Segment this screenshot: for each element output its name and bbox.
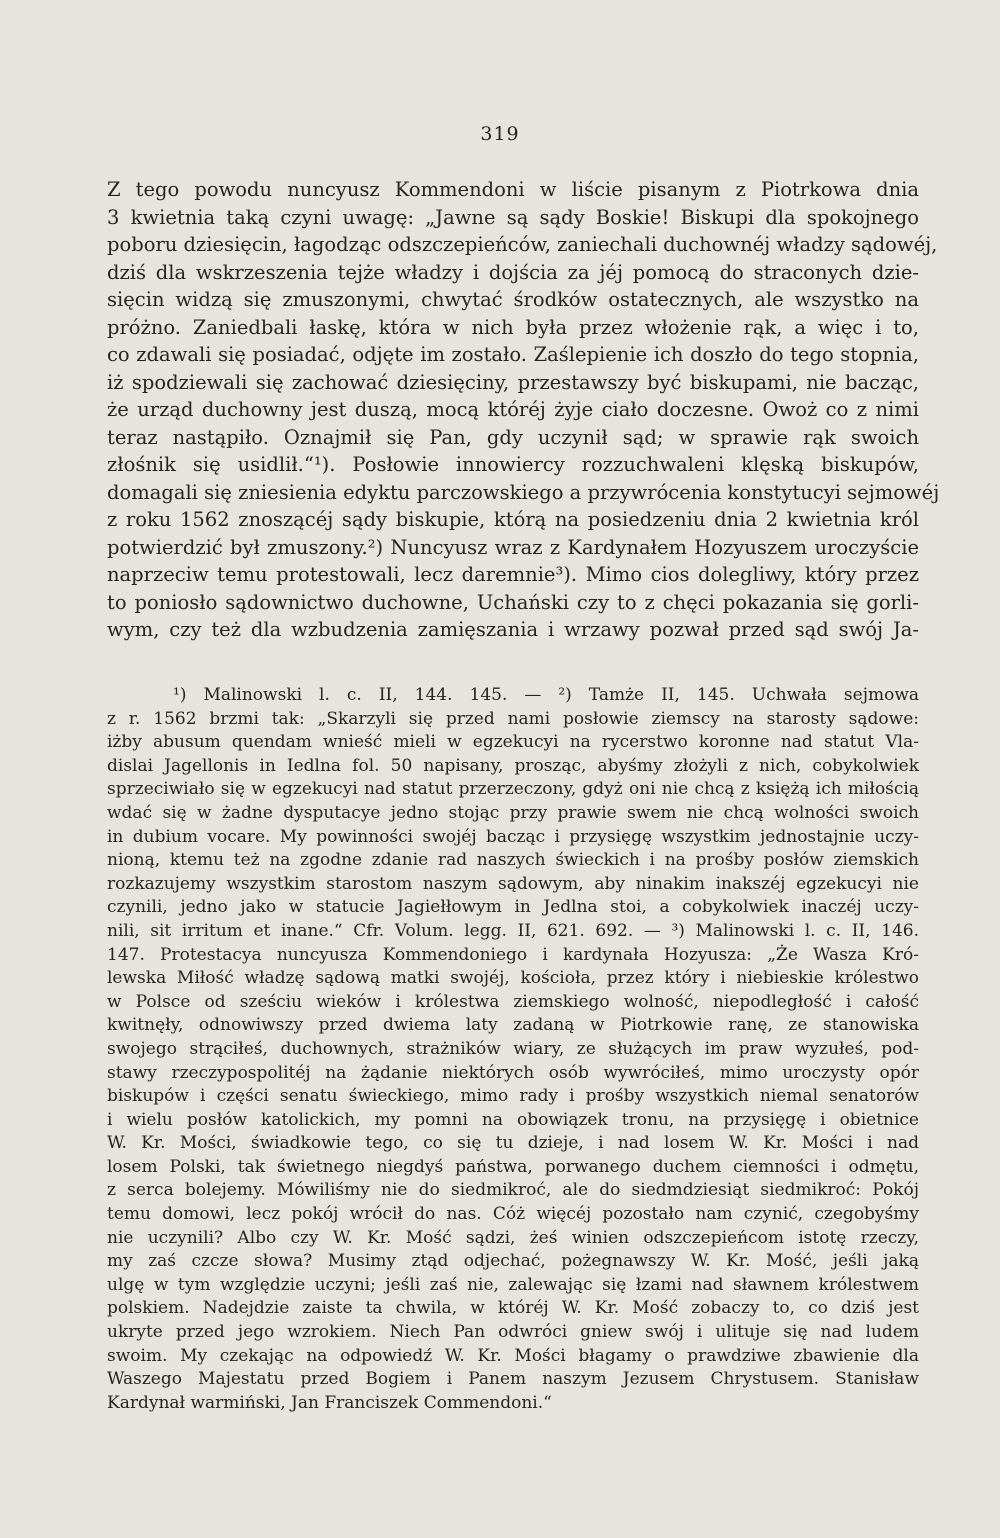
main-text-line: wym, czy też dla wzbudzenia zamięszania i wrzawy pozwał przed sąd swój Ja- xyxy=(107,618,919,641)
footnote-line: kwitnęły, odnowiwszy przed dwiema laty zadaną w Piotrkowie ranę, ze stanowiska xyxy=(107,1015,919,1036)
main-text-line: domagali się zniesienia edyktu parczowskiego a przywrócenia konstytucyi sejmowéj xyxy=(107,480,940,504)
footnote-line: in dubium vocare. My powinności swojéj bacząc i przysięgę wszystkim jednostajnie uczy- xyxy=(107,826,919,847)
footnote-line: w Polsce od sześciu wieków i królestwa ziemskiego wolność, niepodległość i całość xyxy=(107,991,919,1012)
main-text-line: 3 kwietnia taką czyni uwagę: „Jawne są sądy Boskie! Biskupi dla spokojnego xyxy=(107,205,919,229)
footnote-line: nioną, ktemu też na zgodne zdanie rad naszych świeckich i na prośby posłów ziemskich xyxy=(107,850,919,871)
footnote-line: z serca bolejemy. Mówiliśmy nie do siedmikroć, ale do siedmdziesiąt siedmikroć: Pokój xyxy=(107,1180,919,1201)
footnote-line: i wielu posłów katolickich, my pomni na obowiązek tronu, na przysięgę i obietnice xyxy=(107,1109,919,1130)
footnote-line: ukryte przed jego wzrokiem. Niech Pan odwróci gniew swój i ulituje się nad ludem xyxy=(107,1322,919,1343)
page-number: 319 xyxy=(480,123,520,145)
main-text-line: złośnik się usidlił.“¹). Posłowie innowiercy rozzuchwaleni klęską biskupów, xyxy=(107,453,919,476)
main-text-block xyxy=(107,176,940,644)
footnote-line: Kardynał warmiński, Jan Franciszek Commendoni.“ xyxy=(107,1392,552,1413)
footnote-line: ¹) Malinowski l. c. II, 144. 145. — ²) Tamże II, 145. Uchwała sejmowa xyxy=(173,685,919,705)
footnote-line: swoim. My czekając na odpowiedź W. Kr. Mości błagamy o prawdziwe zbawienie dla xyxy=(107,1345,919,1366)
main-text-line: teraz nastąpiło. Oznajmił się Pan, gdy uczynił sąd; w sprawie rąk swoich xyxy=(107,425,919,449)
footnote-line: ulgę w tym względzie uczyni; jeśli zaś nie, zalewając się łzami nad sławnem królestwem xyxy=(107,1274,919,1295)
footnote-line: dislai Jagellonis in Iedlna fol. 50 napisany, prosząc, abyśmy złożyli z nich, cobykolwiek xyxy=(107,755,919,776)
main-text-line: sięcin widzą się zmuszonymi, chwytać środków ostatecznych, ale wszystko na xyxy=(107,288,919,311)
footnote-line: polskiem. Nadejdzie zaiste ta chwila, w któréj W. Kr. Mość zobaczy to, co dziś jest xyxy=(107,1298,919,1319)
footnote-line: iżby abusum quendam wnieść mieli w egzekucyi na rycerstwo koronne nad statut Vla- xyxy=(107,732,919,753)
main-text-line: potwierdzić był zmuszony.²) Nuncyusz wraz z Kardynałem Hozyuszem uroczyście xyxy=(107,535,919,559)
footnote-line: lewska Miłość władzę sądową matki swojéj, kościoła, przez który i niebieskie królestwo xyxy=(107,968,919,989)
footnote-line: nie uczynili? Albo czy W. Kr. Mość sądzi, żeś winien odszczepieńcom istotę rzeczy, xyxy=(107,1227,919,1248)
footnote-line: czynili, jedno jako w statucie Jagiełłowym in Jedlna stoi, a cobykolwiek inaczéj uczy- xyxy=(107,897,919,918)
footnote-line: stawy rzeczypospolitéj na żądanie niektórych osób wywróciłeś, mimo uroczysty opór xyxy=(107,1062,919,1083)
footnote-line: sprzeciwiało się w egzekucyi nad statut przerzeczony, gdyż oni nie chcą z księżą ich miłością xyxy=(107,779,919,800)
main-text-line: z roku 1562 znoszącéj sądy biskupie, którą na posiedzeniu dnia 2 kwietnia król xyxy=(107,508,919,531)
footnote-line: W. Kr. Mości, świadkowie tego, co się tu dzieje, i nad losem W. Kr. Mości i nad xyxy=(107,1133,919,1154)
footnote-line: temu domowi, lecz pokój wrócił do nas. Cóż więcéj pozostało nam czynić, czegobyśmy xyxy=(107,1204,919,1225)
main-text-line: to poniosło sądownictwo duchowne, Uchański czy to z chęci pokazania się gorli- xyxy=(107,590,919,614)
main-text-line: że urząd duchowny jest duszą, mocą któréj żyje ciało doczesne. Owoż co z nimi xyxy=(107,398,919,421)
main-text-line: co zdawali się posiadać, odjęte im zostało. Zaślepienie ich doszło do tego stopnia, xyxy=(107,343,919,366)
main-text-line: Z tego powodu nuncyusz Kommendoni w liście pisanym z Piotrkowa dnia xyxy=(107,178,919,201)
main-text-line: iż spodziewali się zachować dziesięciny, przestawszy być biskupami, nie bacząc, xyxy=(107,370,919,394)
footnote-line: swojego strąciłeś, duchownych, strażników wiary, ze służących im praw wyzułeś, pod- xyxy=(107,1038,919,1059)
footnote-line: losem Polski, tak świetnego niegdyś państwa, porwanego duchem ciemności i odmętu, xyxy=(107,1156,919,1177)
footnote-line: wdać się w żadne dysputacye jedno stojąc przy prawie swem nie chcą wolności swoich xyxy=(107,802,919,823)
footnote-line: biskupów i części senatu świeckiego, mimo rady i prośby wszystkich niemal senatorów xyxy=(107,1086,919,1107)
footnote-line: z r. 1562 brzmi tak: „Skarzyli się przed nami posłowie ziemscy na starosty sądowe: xyxy=(107,708,919,729)
footnote-line: 147. Protestacya nuncyusza Kommendoniego i kardynała Hozyusza: „Że Wasza Kró- xyxy=(107,944,919,965)
main-text-line: poboru dziesięcin, łagodząc odszczepieńców, zaniechali duchownéj władzy sądowéj, xyxy=(107,233,938,256)
footnote-line: Waszego Majestatu przed Bogiem i Panem naszym Jezusem Chrystusem. Stanisław xyxy=(107,1369,919,1390)
footnote-line: rozkazujemy wszystkim starostom naszym sądowym, aby ninakim inakszéj egzekucyi nie xyxy=(107,873,919,894)
main-text-line: naprzeciw temu protestowali, lecz daremnie³). Mimo cios dolegliwy, który przez xyxy=(107,563,919,586)
main-text-line: dziś dla wskrzeszenia tejże władzy i dojścia za jéj pomocą do straconych dzie- xyxy=(107,260,919,284)
footnote-line: nili, sit irritum et inane.“ Cfr. Volum. legg. II, 621. 692. — ³) Malinowski l. c. II, 146. xyxy=(107,920,919,941)
footnotes-block xyxy=(107,684,919,1415)
main-text-line: próżno. Zaniedbali łaskę, która w nich była przez włożenie rąk, a więc i to, xyxy=(107,315,919,339)
footnote-line: my zaś czcze słowa? Musimy ztąd odjechać, pożegnawszy W. Kr. Mość, jeśli jaką xyxy=(107,1251,919,1272)
